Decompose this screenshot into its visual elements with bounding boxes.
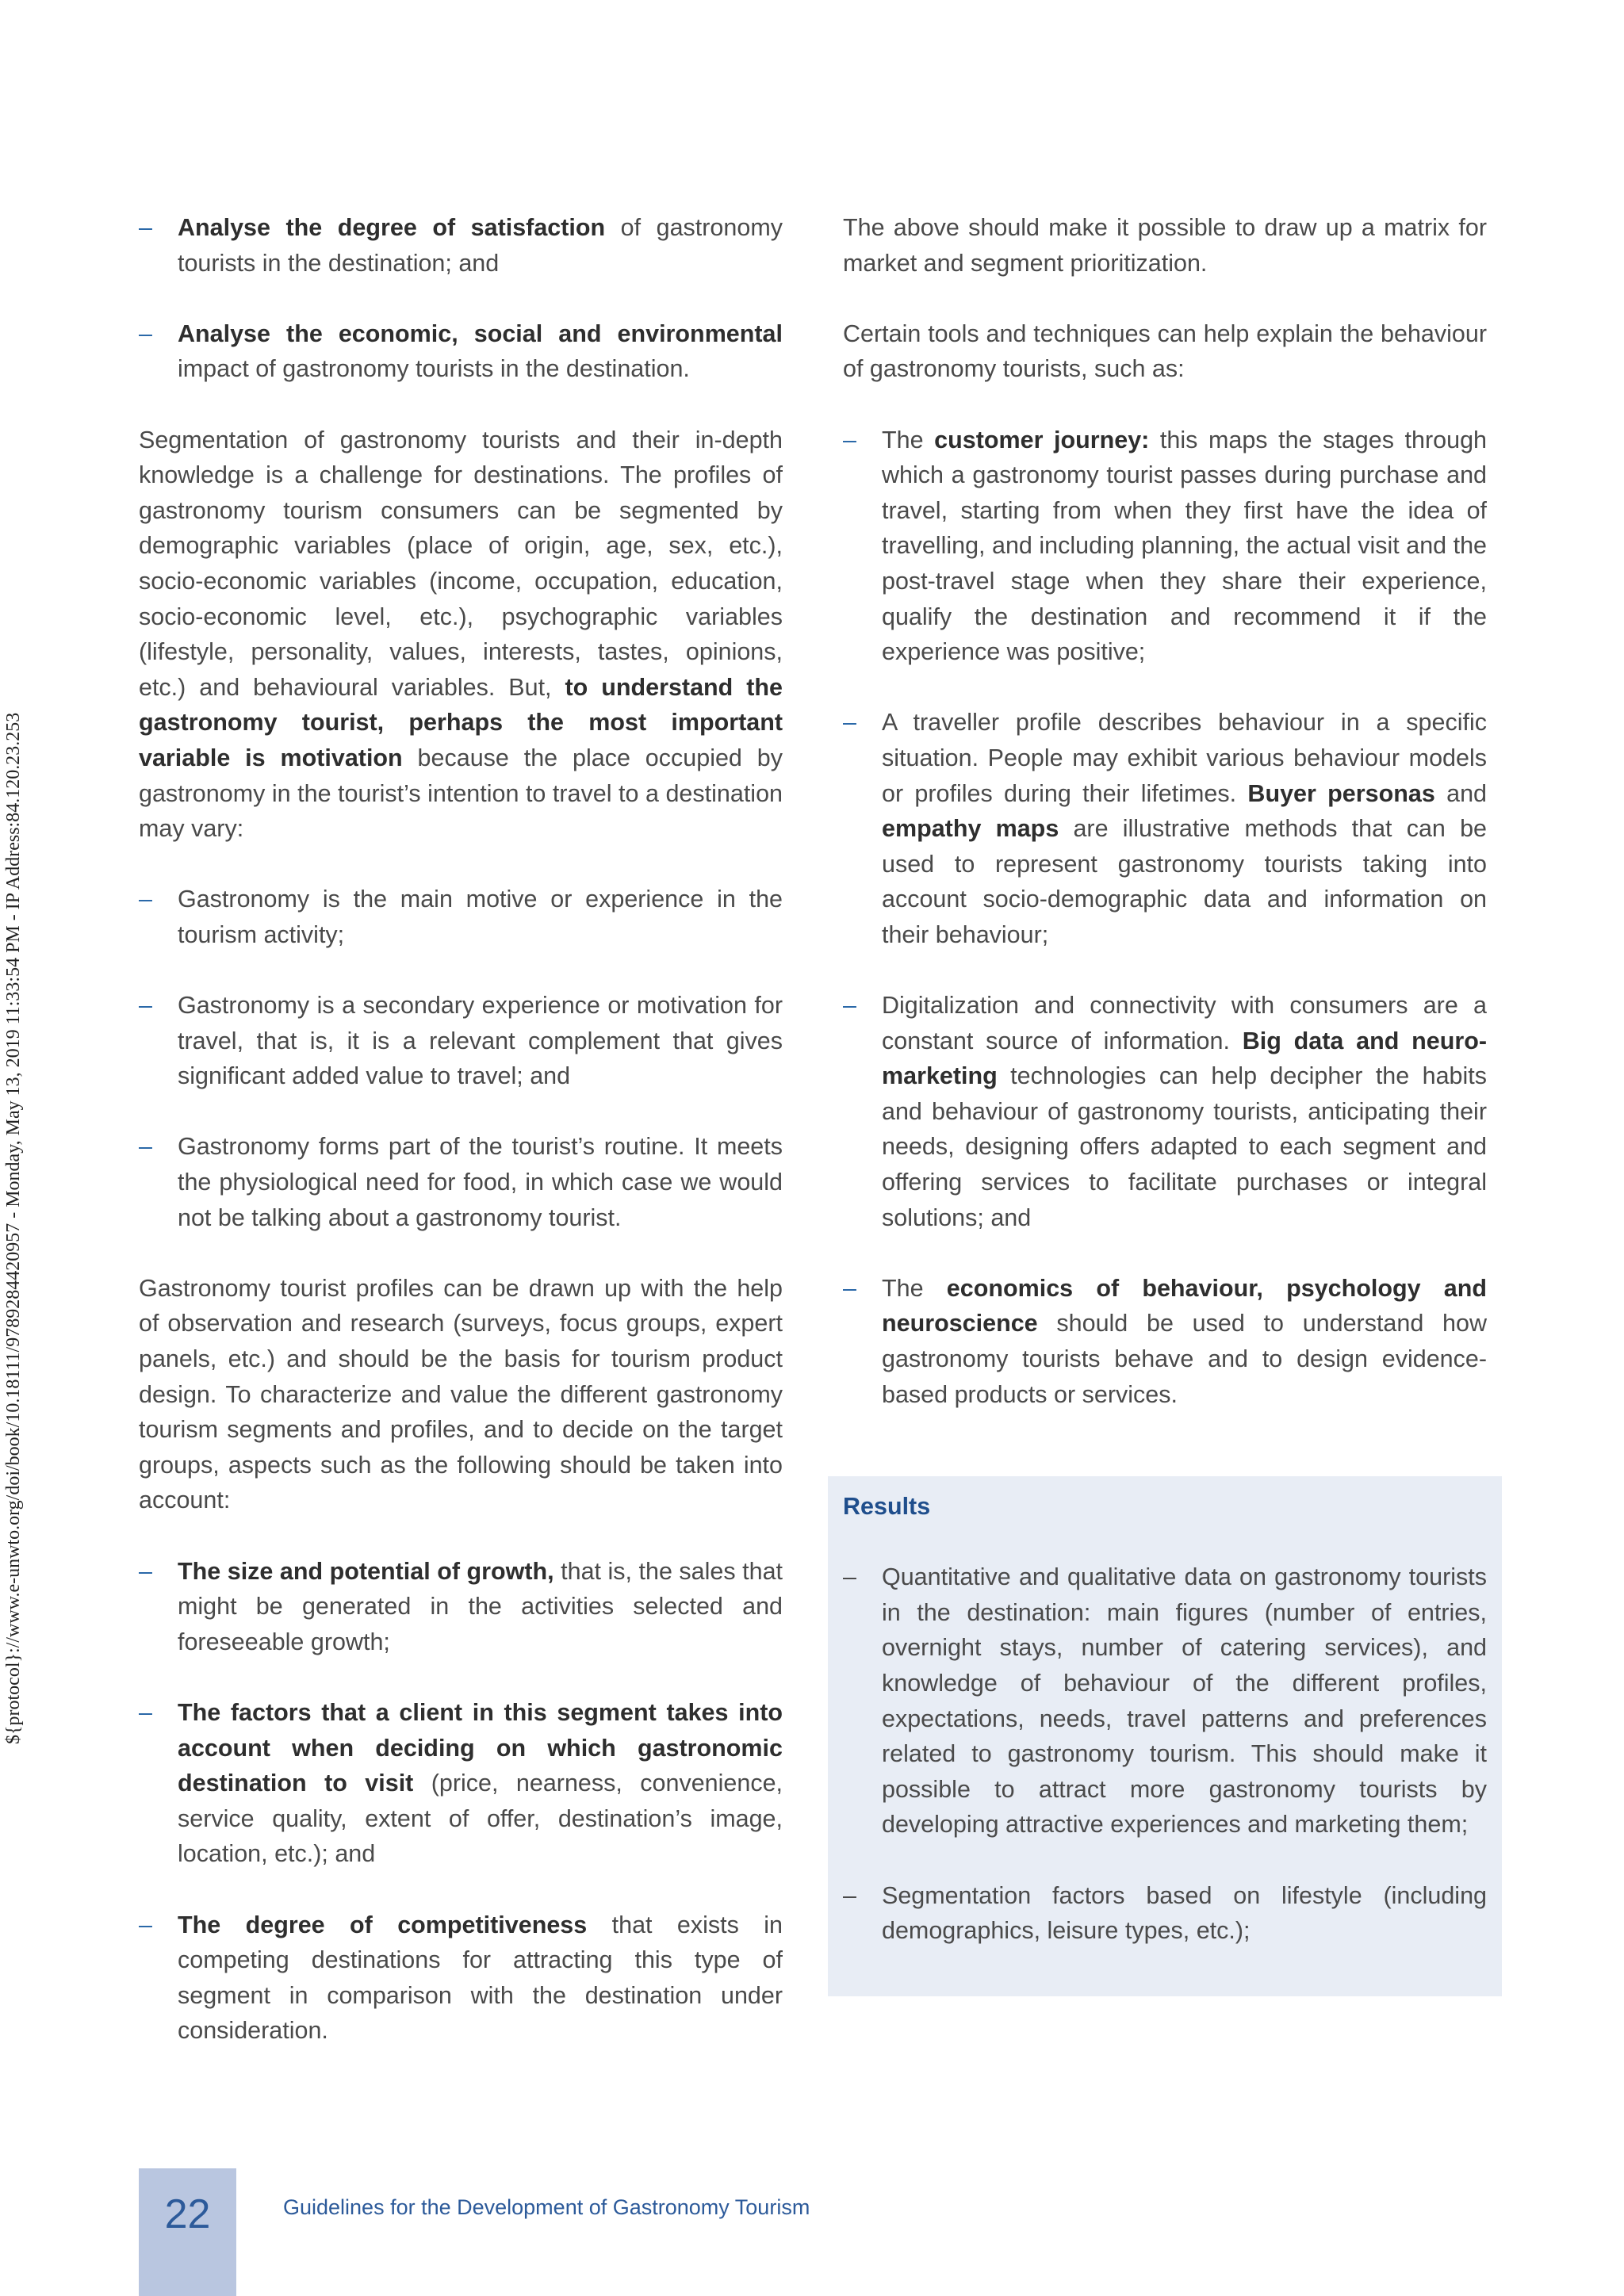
item-text: The: [882, 1274, 947, 1302]
list-item: [139, 882, 783, 952]
right-column: [843, 210, 1487, 1412]
list-item: [843, 705, 1487, 952]
list-item: [139, 1129, 783, 1235]
item-text: this maps the stages through which a gastronomy tourist passes during purchase and travel, starting from when they first have the idea of travelling, and including planning, the actual visit and the post-travel stage when they share their experience, qualify the destination and recommend it if the experience was positive;: [882, 426, 1488, 666]
item-bold: Big data and neuro-marketing: [882, 1027, 1488, 1090]
para-bold: to understand the gastronomy tourist, perhaps the most important variable is motivation: [139, 673, 783, 771]
para-text: because the place occupied by gastronomy in the tourist’s intention to travel to a destination may vary:: [139, 744, 783, 843]
item-text: The: [882, 426, 935, 453]
dash-bullet: –: [843, 1274, 856, 1302]
dash-bullet: –: [139, 1911, 152, 1938]
dash-bullet: –: [139, 1557, 152, 1585]
dash-bullet: –: [843, 1563, 856, 1591]
list-item: [139, 210, 783, 281]
paragraph: Gastronomy tourist profiles can be drawn up with the help of observation and research (surveys, focus groups, expert panels, etc.) and should be the basis for tourism product design. To characterize and value the different gastronomy tourism segments and profiles, and to decide on the target groups, aspects such as the following should be taken into account:: [139, 1274, 783, 1514]
results-title: Results: [843, 1493, 931, 1520]
list-item: [843, 1878, 1487, 1949]
page-number-box: [139, 2168, 236, 2296]
item-bold: Buyer personas: [1247, 779, 1435, 807]
dash-bullet: –: [843, 709, 856, 737]
item-text: should be used to understand how gastronomy tourists behave and to design evidence-based products or services.: [882, 1310, 1487, 1408]
paragraph: [139, 423, 783, 847]
results-content: [843, 1489, 1487, 1949]
item-bold: economics of behaviour, psychology and neuroscience: [882, 1274, 1488, 1337]
footer-title: Guidelines for the Development of Gastronomy Tourism: [283, 2195, 810, 2219]
item-text: Gastronomy forms part of the tourist’s routine. It meets the physiological need for food, in which case we would not be talking about a gastronomy tourist.: [178, 1133, 783, 1231]
list-item: [139, 1554, 783, 1660]
item-text: Segmentation factors based on lifestyle (including demographics, leisure types, etc.);: [882, 1881, 1487, 1945]
item-text: impact of gastronomy tourists in the destination.: [178, 355, 690, 383]
dash-bullet: –: [843, 1881, 856, 1909]
list-item: [139, 988, 783, 1094]
dash-bullet: –: [139, 320, 152, 347]
dash-bullet: –: [843, 426, 856, 453]
list-item: [843, 1271, 1487, 1412]
item-text: Digitalization and connectivity with consumers are a constant source of information.: [882, 992, 1487, 1054]
item-bold: The size and potential of growth,: [178, 1557, 554, 1585]
dash-bullet: –: [139, 886, 152, 913]
dash-bullet: –: [139, 214, 152, 241]
dash-bullet: –: [139, 1698, 152, 1726]
item-bold: Analyse the degree of satisfaction: [178, 214, 606, 241]
item-bold: The factors that a client in this segment takes into account when deciding on which gastronomic destination to visit: [178, 1698, 783, 1797]
side-watermark: ${protocol}://www.e-unwto.org/doi/book/10.18111/9789284420957 - Monday, May 13, 2019 11:33:54 PM - IP Address:84.120.23.253: [3, 712, 24, 1744]
list-item: [843, 423, 1487, 670]
item-bold: customer journey:: [934, 426, 1150, 453]
item-text: (price, nearness, convenience, service quality, extent of offer, destination’s image, location, etc.); and: [178, 1770, 783, 1868]
dash-bullet: –: [139, 992, 152, 1020]
list-item: [139, 1695, 783, 1872]
dash-bullet: –: [843, 992, 856, 1020]
paragraph: The above should make it possible to draw up a matrix for market and segment prioritization.: [843, 214, 1487, 277]
list-item: [139, 1908, 783, 2049]
item-text: technologies can help decipher the habits and behaviour of gastronomy tourists, anticipating their needs, designing offers adapted to each segment and offering services to facilitate purchases or integral solutions; and: [882, 1062, 1487, 1231]
item-text: Gastronomy is a secondary experience or motivation for travel, that is, it is a relevant complement that gives significant added value to travel; and: [178, 992, 783, 1090]
dash-bullet: –: [139, 1133, 152, 1161]
list-item: [843, 988, 1487, 1235]
item-bold: empathy maps: [882, 815, 1059, 843]
item-text: of gastronomy tourists in the destination; and: [178, 214, 783, 277]
item-text: Quantitative and qualitative data on gastronomy tourists in the destination: main figures (number of entries, overnight stays, number of catering services), and knowledge of behaviour of the different profiles, expectations, needs, travel patterns and preferences related to gastronomy tourism. This should make it possible to attract more gastronomy tourists by developing attractive experiences and marketing them;: [882, 1563, 1487, 1839]
para-text: Segmentation of gastronomy tourists and their in-depth knowledge is a challenge for destinations. The profiles of gastronomy tourism consumers can be segmented by demographic variables (place of origin, age, sex, etc.), socio-economic variables (income, occupation, education, socio-economic level, etc.), psychographic variables (lifestyle, personality, values, interests, tastes, opinions, etc.) and behavioural variables. But,: [139, 426, 783, 701]
item-text: A traveller profile describes behaviour in a specific situation. People may exhibit various behaviour models or profiles during their lifetimes.: [882, 709, 1487, 807]
left-column: [139, 210, 783, 2049]
item-text: that exists in competing destinations for attracting this type of segment in comparison with the destination under consideration.: [178, 1911, 783, 2045]
list-item: [843, 1559, 1487, 1843]
item-text: and: [1434, 779, 1487, 807]
paragraph: Certain tools and techniques can help explain the behaviour of gastronomy tourists, such as:: [843, 320, 1487, 383]
results-box: [828, 1476, 1502, 1996]
list-item: [139, 316, 783, 387]
item-text: are illustrative methods that can be used to represent gastronomy tourists taking into account socio-demographic data and information on their behaviour;: [882, 815, 1487, 948]
item-bold: The degree of competitiveness: [178, 1911, 588, 1938]
page-number: 22: [164, 2191, 211, 2237]
item-text: that is, the sales that might be generated in the activities selected and foreseeable growth;: [178, 1557, 783, 1655]
item-bold: Analyse the economic, social and environmental: [178, 320, 783, 347]
item-text: Gastronomy is the main motive or experience in the tourism activity;: [178, 886, 783, 948]
